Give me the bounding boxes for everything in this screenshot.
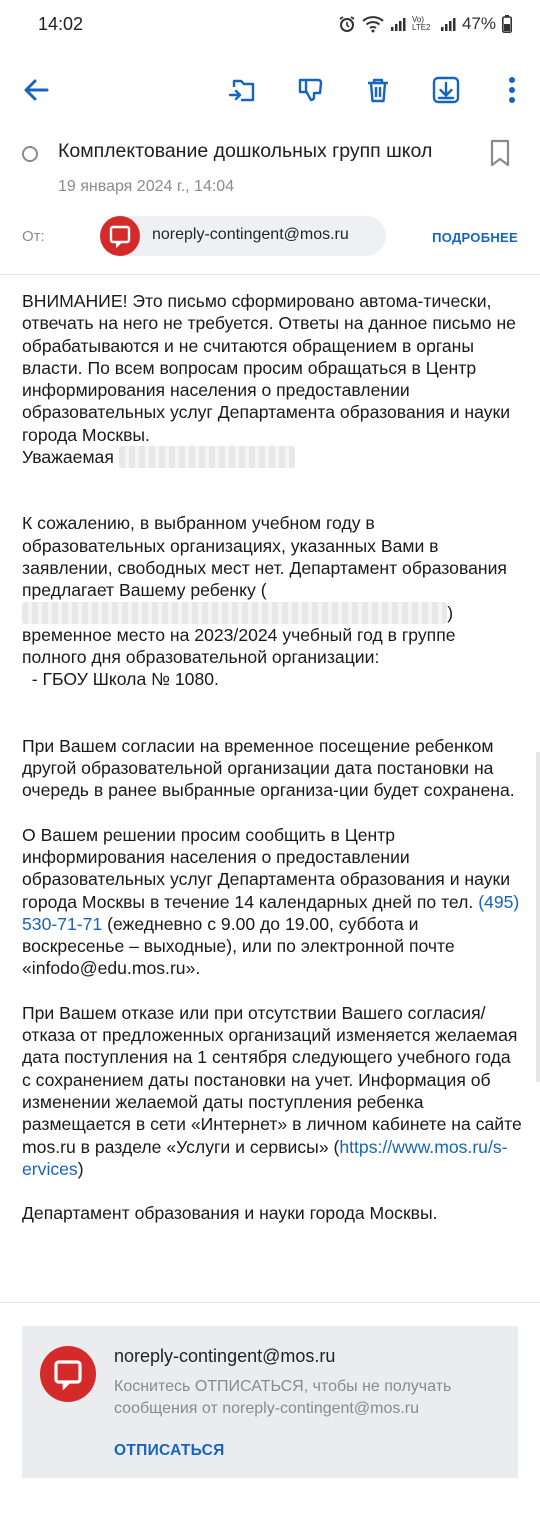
- thumbs-down-icon: [295, 75, 325, 105]
- more-options-button[interactable]: [492, 70, 532, 110]
- email-date: 19 января 2024 г., 14:04: [58, 178, 235, 195]
- save-button[interactable]: [426, 70, 466, 110]
- phone-link[interactable]: (495) 530-71-71: [22, 891, 520, 934]
- offer-text-b: ) временное место на 2023/2024 учебный год в группе полного дня образовательной организации:: [22, 602, 456, 668]
- avatar: [40, 1346, 96, 1402]
- battery-icon: [502, 15, 512, 33]
- body-signature: Департамент образования и науки города Москвы.: [22, 1203, 438, 1224]
- body-paragraph-consent: При Вашем согласии на временное посещение ребенком другой образовательной организации дата постановки на очередь в ранее выбранные организа-ции будет сохранена.: [22, 735, 515, 801]
- subject-row: [0, 128, 540, 180]
- services-link[interactable]: https://www.mos.ru/s-ervices: [22, 1136, 508, 1179]
- refusal-text-a: При Вашем отказе или при отсутствии Вашего согласия/отказа от предложенных организаций изменяется желаемая дата поступления на 1 сентября следующего учебного года с сохранением даты постановки на учет. Информация об изменении желаемой даты поступления ребенка размещается в сети «Интернет» в личном кабинете на сайте mos.ru в разделе «Услуги и сервисы» (: [22, 1002, 522, 1157]
- redacted-name: [119, 446, 295, 468]
- read-status-icon[interactable]: [22, 146, 38, 162]
- body-paragraph-notice: ВНИМАНИЕ! Это письмо сформировано автома-тически, отвечать на него не требуется. Ответы на данное письмо не обрабатываются и не считаются обращением в органы власти. По всем вопросам просим обращаться в Центр информирования населения о предоставлении образовательных услуг Департамента образования и науки города Москвы.: [22, 291, 516, 445]
- body-paragraph-offer: [22, 512, 522, 668]
- move-button[interactable]: [222, 70, 262, 110]
- body-paragraph-refusal: [22, 1002, 522, 1180]
- signal-icon: [440, 16, 456, 32]
- body-greeting: [22, 446, 522, 468]
- sender-chip[interactable]: [100, 216, 386, 256]
- avatar: [100, 216, 140, 256]
- status-time: 14:02: [38, 13, 84, 34]
- spam-button[interactable]: [290, 70, 330, 110]
- greeting-text: Уважаемая: [22, 447, 114, 468]
- decision-text-a: О Вашем решении просим сообщить в Центр информирования населения о предоставлении образовательных услуг Департамента образования и науки города Москвы в течение 14 календарных дней по тел.: [22, 824, 511, 912]
- move-to-folder-icon: [227, 75, 257, 105]
- alarm-icon: [338, 15, 356, 33]
- offer-text-a: К сожалению, в выбранном учебном году в образовательных организациях, указанных Вами в заявлении, свободных мест нет. Департамент образования предлагает Вашему ребенку (: [22, 513, 507, 601]
- unsubscribe-note: Коснитесь ОТПИСАТЬСЯ, чтобы не получать сообщения от noreply-contingent@mos.ru: [114, 1378, 452, 1417]
- offer-school-item: - ГБОУ Школа № 1080.: [22, 669, 219, 690]
- network-label: Vo) LTE2: [411, 15, 431, 32]
- email-toolbar: [0, 60, 540, 120]
- save-download-icon: [431, 75, 461, 105]
- from-row: [0, 212, 540, 260]
- mos-ru-logo-icon: [52, 1358, 84, 1390]
- scrollbar[interactable]: [536, 752, 540, 1082]
- refusal-text-b: ): [77, 1158, 84, 1179]
- footer-sender-email: noreply-contingent@mos.ru: [114, 1346, 336, 1366]
- redacted-child-name: [22, 602, 447, 624]
- unsubscribe-card: [22, 1326, 518, 1478]
- signal-icon: [390, 16, 406, 32]
- wifi-icon: [362, 15, 384, 33]
- bookmark-icon: [488, 138, 512, 168]
- email-subject: Комплектование дошкольных групп школ: [58, 140, 433, 162]
- body-paragraph-decision: [22, 824, 522, 980]
- trash-icon: [363, 75, 393, 105]
- bookmark-button[interactable]: [488, 138, 512, 173]
- back-button[interactable]: [16, 70, 56, 110]
- mos-ru-logo-icon: [108, 224, 132, 248]
- back-arrow-icon: [21, 75, 51, 105]
- from-label: От:: [22, 228, 45, 245]
- divider: [0, 1302, 540, 1303]
- status-bar: [0, 0, 540, 48]
- divider: [0, 274, 540, 275]
- status-icons: [338, 14, 512, 34]
- delete-button[interactable]: [358, 70, 398, 110]
- sender-email: noreply-contingent@mos.ru: [152, 226, 349, 243]
- unsubscribe-button[interactable]: ОТПИСАТЬСЯ: [114, 1442, 225, 1459]
- battery-percent: 47%: [461, 14, 496, 33]
- more-vertical-icon: [507, 75, 517, 105]
- email-body: [22, 290, 522, 1224]
- decision-text-b: (ежедневно с 9.00 до 19.00, суббота и воскресенье – выходные), или по электронной почте «infodo@edu.mos.ru».: [22, 913, 455, 979]
- details-link[interactable]: ПОДРОБНЕЕ: [432, 230, 518, 245]
